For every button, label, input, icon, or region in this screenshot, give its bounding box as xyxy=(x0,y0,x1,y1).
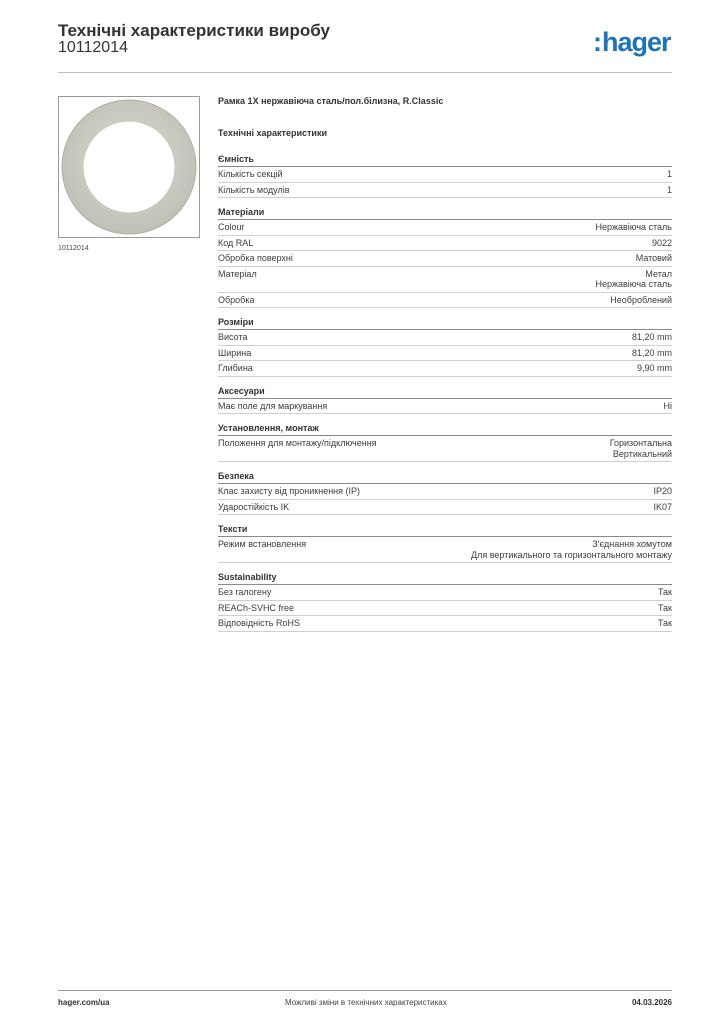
spec-row xyxy=(218,436,672,462)
spec-value xyxy=(636,253,672,264)
spec-value-line: Так xyxy=(657,618,672,628)
spec-value xyxy=(595,269,672,290)
spec-row xyxy=(218,361,672,377)
spec-value xyxy=(471,539,672,560)
spec-label: Ширина xyxy=(218,347,252,358)
spec-row xyxy=(218,616,672,632)
spec-value-line: Необроблений xyxy=(610,294,672,305)
spec-row xyxy=(218,484,672,500)
spec-section xyxy=(218,207,672,308)
spec-content xyxy=(218,96,672,641)
header-divider xyxy=(58,72,672,73)
product-image-box xyxy=(58,96,200,238)
spec-row xyxy=(218,267,672,293)
hager-logo xyxy=(593,26,671,58)
spec-section xyxy=(218,317,672,377)
spec-label: Положення для монтажу/підключення xyxy=(218,438,377,448)
spec-value-line: 1 xyxy=(666,184,672,195)
spec-value-line: Метал xyxy=(645,268,672,279)
spec-label: Відповідність RoHS xyxy=(218,618,300,628)
spec-row xyxy=(218,601,672,617)
spec-label: Глибина xyxy=(218,363,253,373)
spec-row xyxy=(218,399,672,415)
spec-section xyxy=(218,471,672,515)
spec-value-line: З'єднання хомутом xyxy=(592,539,672,549)
spec-value-line: Вертикальний xyxy=(612,448,672,459)
spec-label: Обробка xyxy=(218,294,255,305)
section-title: Sustainability xyxy=(218,572,672,585)
footer-date: 04.03.2026 xyxy=(631,998,672,1007)
spec-label: Кількість секцій xyxy=(218,169,283,179)
spec-value xyxy=(632,332,672,343)
spec-value xyxy=(652,238,672,249)
section-title: Тексти xyxy=(218,524,672,537)
spec-row xyxy=(218,537,672,563)
article-number: 10112014 xyxy=(58,39,128,56)
spec-label: Кількість модулів xyxy=(218,184,290,195)
section-title: Розміри xyxy=(218,317,672,330)
spec-value-line: 81,20 mm xyxy=(631,347,672,358)
spec-value xyxy=(658,587,672,598)
spec-value-line: 81,20 mm xyxy=(631,332,672,342)
spec-value xyxy=(658,618,672,629)
spec-sections xyxy=(218,154,672,632)
spec-value-line: Так xyxy=(657,587,672,597)
spec-label: Має поле для маркування xyxy=(218,400,328,411)
round-frame-icon xyxy=(59,97,199,237)
spec-label: Colour xyxy=(218,222,245,232)
spec-value xyxy=(632,348,672,359)
spec-value xyxy=(653,486,672,497)
footer-note: Можливі зміни в технічних характеристиках xyxy=(285,998,447,1007)
spec-value-line: Ні xyxy=(663,400,672,411)
spec-value xyxy=(667,185,672,196)
spec-row xyxy=(218,183,672,199)
spec-value xyxy=(610,295,672,306)
spec-row xyxy=(218,500,672,516)
spec-section xyxy=(218,386,672,415)
spec-section xyxy=(218,524,672,563)
page-title: Технічні характеристики виробу xyxy=(58,21,330,40)
spec-value-line: 9022 xyxy=(651,237,672,248)
spec-value-line: Нержавіюча сталь xyxy=(595,222,672,232)
spec-row xyxy=(218,330,672,346)
spec-value-line: Матовий xyxy=(635,253,672,263)
spec-section xyxy=(218,154,672,198)
image-caption: 10112014 xyxy=(58,245,89,252)
spec-value xyxy=(595,222,672,233)
spec-label: REACh-SVHC free xyxy=(218,602,295,613)
spec-row xyxy=(218,293,672,309)
spec-value xyxy=(664,401,673,412)
spec-value xyxy=(667,169,672,180)
spec-row xyxy=(218,251,672,267)
spec-value-line: 9,90 mm xyxy=(636,363,672,373)
spec-value xyxy=(610,438,672,459)
spec-value-line: Нержавіюча сталь xyxy=(595,279,672,289)
spec-row xyxy=(218,167,672,183)
spec-value xyxy=(658,603,672,614)
spec-section xyxy=(218,572,672,632)
spec-value-line: Для вертикального та горизонтального монтажу xyxy=(470,549,672,560)
spec-label: Висота xyxy=(218,332,248,342)
section-title: Аксесуари xyxy=(218,386,672,399)
spec-value xyxy=(653,502,672,513)
spec-row xyxy=(218,346,672,362)
spec-row xyxy=(218,236,672,252)
logo-text: hager xyxy=(602,27,671,57)
spec-value xyxy=(637,363,672,374)
spec-row xyxy=(218,220,672,236)
spec-label: Ударостійкість IK xyxy=(218,501,290,512)
spec-value-line: Так xyxy=(657,602,672,613)
spec-label: Матеріал xyxy=(218,268,257,279)
spec-value-line: IP20 xyxy=(653,486,672,496)
spec-label: Обробка поверхні xyxy=(218,253,293,263)
spec-value-line: 1 xyxy=(666,169,672,179)
section-title: Ємність xyxy=(218,154,672,167)
footer-website: hager.com/ua xyxy=(58,998,110,1007)
spec-label: Код RAL xyxy=(218,237,254,248)
spec-heading: Технічні характеристики xyxy=(218,128,327,138)
product-name: Рамка 1X нержавіюча сталь/пол.білизна, R.Classic xyxy=(218,96,444,106)
section-title: Матеріали xyxy=(218,207,672,220)
spec-value-line: Горизонтальна xyxy=(609,438,672,448)
spec-row xyxy=(218,585,672,601)
spec-section xyxy=(218,423,672,462)
section-title: Безпека xyxy=(218,471,672,484)
spec-label: Клас захисту від проникнення (IP) xyxy=(218,486,361,496)
spec-value-line: IK07 xyxy=(653,501,672,512)
spec-label: Без галогену xyxy=(218,587,272,597)
spec-label: Режим встановлення xyxy=(218,539,307,549)
logo-dots-icon: : xyxy=(593,27,601,57)
section-title: Установлення, монтаж xyxy=(218,423,672,436)
footer-divider xyxy=(58,990,672,991)
